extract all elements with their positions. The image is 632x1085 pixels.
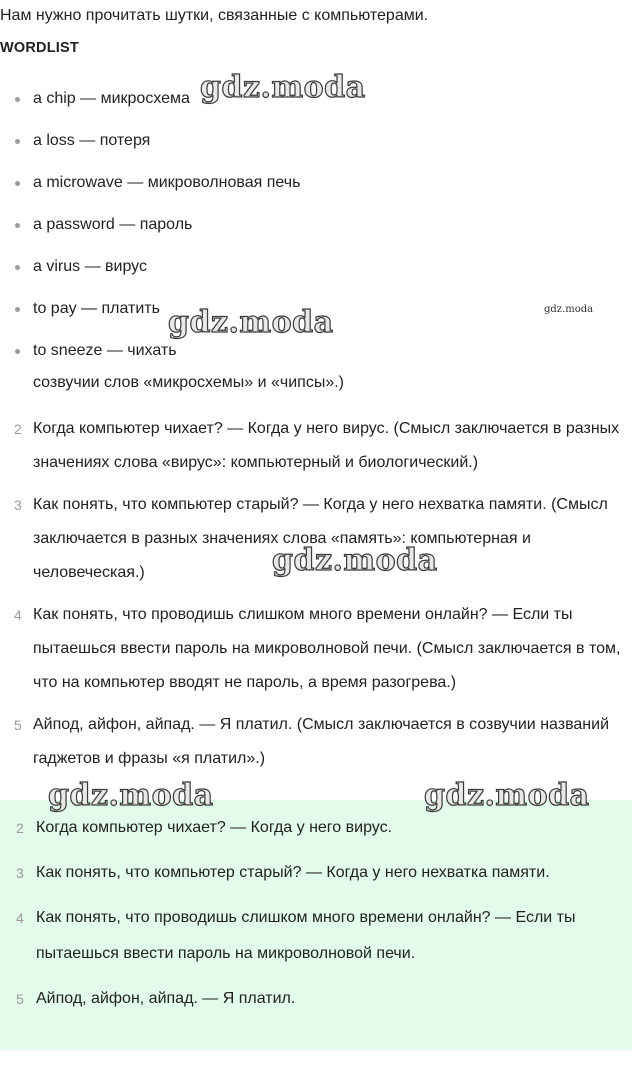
answer-text: Как понять, что проводишь слишком много времени онлайн? — Если ты пытаешься ввести пароль на микроволновой печи.: [36, 909, 576, 962]
wordlist-item-text: a chip — микросхема: [33, 90, 190, 107]
joke-number: 5: [14, 717, 22, 733]
bullet-icon: [15, 265, 20, 270]
answer-text: Как понять, что компьютер старый? — Когда у него нехватка памяти.: [36, 864, 550, 881]
bullet-icon: [15, 97, 20, 102]
bullet-icon: [15, 181, 20, 186]
joke-item: [0, 708, 632, 776]
jokes-list: [0, 412, 632, 784]
watermark-small: gdz.moda: [544, 304, 594, 315]
answer-text: Айпод, айфон, айпад. — Я платил.: [36, 990, 296, 1007]
joke-number: 3: [14, 497, 22, 513]
wordlist-item-text: a virus — вирус: [33, 258, 147, 275]
bullet-icon: [15, 139, 20, 144]
joke-text: Как понять, что компьютер старый? — Когда у него нехватка памяти. (Смысл заключается в разных значениях слова «память»: компьютерная и человеческая.): [33, 496, 608, 581]
answer-text: Когда компьютер чихает? — Когда у него вирус.: [36, 819, 393, 836]
wordlist-item: [0, 170, 632, 212]
answer-number: 5: [16, 991, 24, 1007]
answer-item: [0, 900, 632, 972]
wordlist-item-text: to pay — платить: [33, 300, 160, 317]
answer-number: 2: [16, 820, 24, 836]
joke-item: [0, 598, 632, 700]
answer-item: [0, 855, 632, 891]
answer-item: [0, 981, 632, 1017]
wordlist-heading: WORDLIST: [0, 40, 79, 56]
answer-item: [0, 810, 632, 846]
joke-text: Айпод, айфон, айпад. — Я платил. (Смысл заключается в созвучии названий гаджетов и фразы «я платил».): [33, 716, 610, 767]
joke-number: 4: [14, 607, 22, 623]
wordlist-item-text: to sneeze — чихать: [33, 342, 177, 359]
joke-number: 2: [14, 421, 22, 437]
answer-number: 4: [16, 910, 24, 926]
wordlist-item: [0, 128, 632, 170]
watermark: gdz.moda: [424, 778, 590, 813]
wordlist-item: [0, 254, 632, 296]
wordlist-item-text: a loss — потеря: [33, 132, 151, 149]
watermark: gdz.moda: [48, 778, 214, 813]
bullet-icon: [15, 349, 20, 354]
joke-text: Как понять, что проводишь слишком много времени онлайн? — Если ты пытаешься ввести пароль на микроволновой печи. (Смысл заключается в том, что на компьютер вводят не пароль, а время разогрева.): [33, 606, 621, 691]
wordlist-item-text: a password — пароль: [33, 216, 193, 233]
answer-number: 3: [16, 865, 24, 881]
wordlist-item-text: a microwave — микроволновая печь: [33, 174, 301, 191]
wordlist-item: [0, 338, 632, 366]
answer-list: [0, 810, 632, 1026]
watermark: gdz.moda: [200, 70, 366, 105]
continuation-text: созвучии слов «микросхемы» и «чипсы».): [33, 374, 344, 391]
bullet-icon: [15, 223, 20, 228]
watermark: gdz.moda: [168, 305, 334, 340]
bullet-icon: [15, 307, 20, 312]
wordlist-item: [0, 212, 632, 254]
intro-text: Нам нужно прочитать шутки, связанные с компьютерами.: [0, 7, 429, 24]
joke-text: Когда компьютер чихает? — Когда у него вирус. (Смысл заключается в разных значениях слова «вирус»: компьютерный и биологический.): [33, 420, 620, 471]
joke-item: [0, 412, 632, 480]
watermark: gdz.moda: [272, 543, 438, 578]
